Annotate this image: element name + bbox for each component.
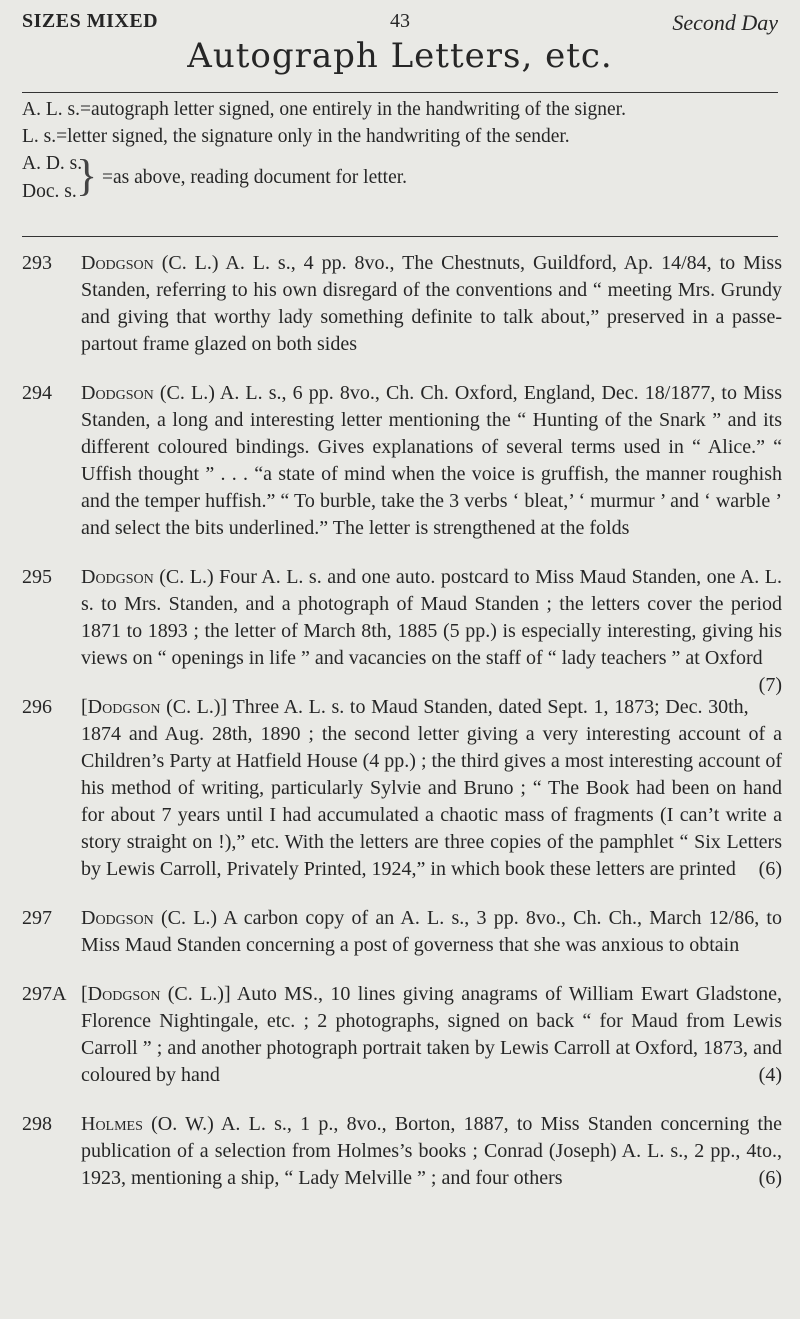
- lot-quantity: (6): [758, 858, 782, 880]
- lot-number: 294: [22, 382, 52, 404]
- lot-entry: [22, 250, 782, 358]
- lot-description: (C. L.)] Auto MS., 10 lines giving anagrams of William Ewart Gladstone, Florence Nightingale, etc. ; 2 photographs, signed on back “ for Maud from Lewis Carroll ” ; and another photograph portrait taken by Lewis Carroll at Oxford, 1873, and coloured by hand: [81, 983, 782, 1086]
- lot-entry: [22, 564, 782, 696]
- lot-author: Dodgson: [81, 382, 154, 404]
- lot-entry: [22, 694, 782, 883]
- lot-author: [Dodgson: [81, 696, 161, 718]
- lot-author: Holmes: [81, 1113, 143, 1135]
- lot-quantity: (6): [758, 1167, 782, 1189]
- lot-author: [Dodgson: [81, 983, 161, 1005]
- lot-description: (C. L.)] Three A. L. s. to Maud Standen, dated Sept. 1, 1873; Dec. 30th, 1874 and Aug. 28th, 1890 ; the second letter giving a very interesting account of a Children’s Party at Hatfield House (4 pp.) ; the third gives a most interesting account of his method of writing, particularly Sylvie and Bruno ; “ The Book had been on hand for about 7 years until I had accumulated a chaotic mass of fragments (I can’t write a story straight on !),” etc. With the letters are three copies of the pamphlet “ Six Letters by Lewis Carroll, Privately Printed, 1924,” in which book these letters are printed: [81, 696, 782, 880]
- lot-description: (C. L.) A carbon copy of an A. L. s., 3 pp. 8vo., Ch. Ch., March 12/86, to Miss Maud Standen concerning a post of governess that she was anxious to obtain: [81, 907, 782, 956]
- legend-combo-text: =as above, reading document for letter.: [102, 167, 408, 188]
- lot-number: 296: [22, 696, 52, 718]
- lot-description: (O. W.) A. L. s., 1 p., 8vo., Borton, 1887, to Miss Standen concerning the publication of a selection from Holmes’s books ; Conrad (Joseph) A. L. s., 2 pp., 4to., 1923, mentioning a ship, “ Lady Melville ” ; and four others: [81, 1113, 782, 1189]
- lot-quantity: (7): [758, 674, 782, 696]
- lot-number: 293: [22, 252, 52, 274]
- lot-number: 298: [22, 1113, 52, 1135]
- lot-entry: [22, 1111, 782, 1192]
- lot-number: 297: [22, 907, 52, 929]
- page-number: 43: [390, 10, 410, 32]
- lot-author: Dodgson: [81, 252, 154, 274]
- divider-bottom: [22, 236, 778, 237]
- legend-line-als: A. L. s.=autograph letter signed, one entirely in the handwriting of the signer.: [22, 99, 626, 120]
- header-section-label: SIZES MIXED: [22, 10, 159, 32]
- legend-abbr-ads: A. D. s.: [22, 153, 83, 174]
- legend-abbr-docs: Doc. s.: [22, 181, 77, 202]
- lot-list: [22, 250, 782, 1214]
- lot-description: (C. L.) A. L. s., 4 pp. 8vo., The Chestnuts, Guildford, Ap. 14/84, to Miss Standen, referring to his own disregard of the conventions and “ meeting Mrs. Grundy and giving that worthy lady something definite to talk about,” preserved in a passe-partout frame glazed on both sides: [81, 252, 782, 355]
- lot-number: 297A: [22, 983, 67, 1005]
- abbreviation-legend: [22, 96, 778, 206]
- divider-top: [22, 92, 778, 93]
- lot-entry: [22, 380, 782, 542]
- legend-combo: [22, 150, 778, 206]
- lot-number: 295: [22, 566, 52, 588]
- lot-author: Dodgson: [81, 566, 154, 588]
- brace-symbol: }: [76, 151, 98, 200]
- lot-description: (C. L.) A. L. s., 6 pp. 8vo., Ch. Ch. Oxford, England, Dec. 18/1877, to Miss Standen, a long and interesting letter mentioning the “ Hunting of the Snark ” and its different coloured bindings. Gives explanations of several terms used in “ Alice.” “ Uffish thought ” . . . “a state of mind when the voice is gruffish, the manner roughish and the temper huffish.” “ To burble, take the 3 verbs ‘ bleat,’ ‘ murmur ’ and ‘ warble ’ and select the bits underlined.” The letter is strengthened at the folds: [81, 382, 782, 539]
- header-day-label: Second Day: [672, 10, 778, 35]
- lot-description: (C. L.) Four A. L. s. and one auto. postcard to Miss Maud Standen, one A. L. s. to Mrs. Standen, and a photograph of Maud Standen ; the letters cover the period 1871 to 1893 ; the letter of March 8th, 1885 (5 pp.) is especially interesting, giving his views on “ openings in life ” and vacancies on the staff of “ lady teachers ” at Oxford: [81, 566, 782, 669]
- lot-entry: [22, 981, 782, 1089]
- lot-quantity: (4): [758, 1064, 782, 1086]
- lot-entry: [22, 905, 782, 959]
- legend-line-ls: L. s.=letter signed, the signature only in the handwriting of the sender.: [22, 126, 570, 147]
- page-header: [22, 6, 778, 40]
- section-title: Autograph Letters, etc.: [187, 36, 613, 76]
- lot-author: Dodgson: [81, 907, 154, 929]
